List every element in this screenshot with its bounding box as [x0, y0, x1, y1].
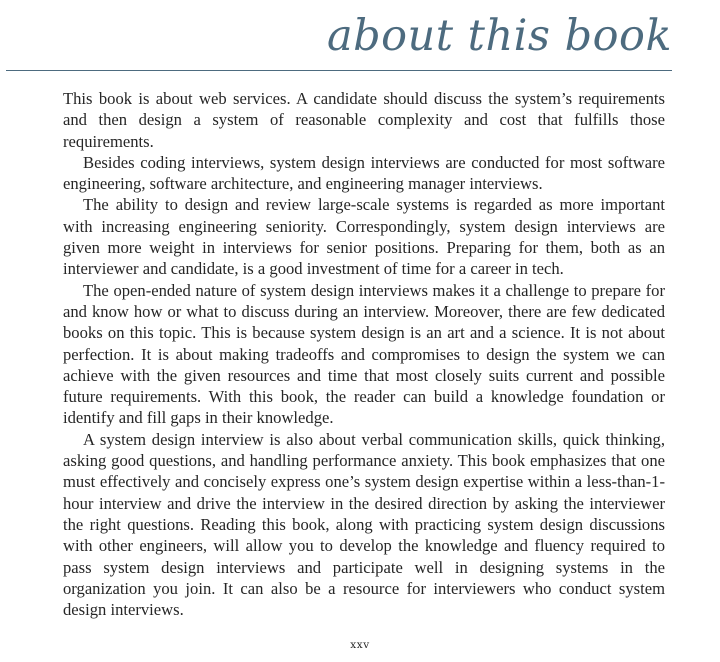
page-number: xxv — [350, 639, 370, 651]
paragraph: Besides coding interviews, system design interviews are conducted for most software engineering, software architecture, and engineering manager interviews. — [63, 152, 665, 194]
paragraph: The open-ended nature of system design interviews makes it a challenge to prepare for and know how or what to discuss during an interview. Moreover, there are few dedicated books on this topic. This is because system design is an art and a science. It is not about perfection. It is about making tradeoffs and compromises to design the system we can achieve with the given resources and time that most closely suits current and possible future requirements. With this book, the reader can build a knowledge foundation or identify and fill gaps in their knowledge. — [63, 280, 665, 428]
chapter-title: about this book — [326, 11, 672, 61]
body-text — [63, 88, 665, 620]
paragraph: A system design interview is also about verbal communication skills, quick thinking, asking good questions, and handling performance anxiety. This book emphasizes that one must effectively and concisely express one’s system design expertise within a less-than-1-hour interview and drive the interview in the desired direction by asking the interviewer the right questions. Reading this book, along with practicing system design discussions with other engineers, will allow you to develop the knowledge and fluency required to pass system design interviews and participate well in designing systems in the organization you join. It can also be a resource for interviewers who conduct system design interviews. — [63, 429, 665, 620]
paragraph: This book is about web services. A candidate should discuss the system’s requirements and then design a system of reasonable complexity and cost that fulfills those requirements. — [63, 89, 665, 151]
title-rule — [6, 70, 672, 71]
paragraph: The ability to design and review large-scale systems is regarded as more important with increasing engineering seniority. Correspondingly, system design interviews are given more weight in interviews for senior positions. Preparing for them, both as an interviewer and candidate, is a good investment of time for a career in tech. — [63, 195, 665, 279]
